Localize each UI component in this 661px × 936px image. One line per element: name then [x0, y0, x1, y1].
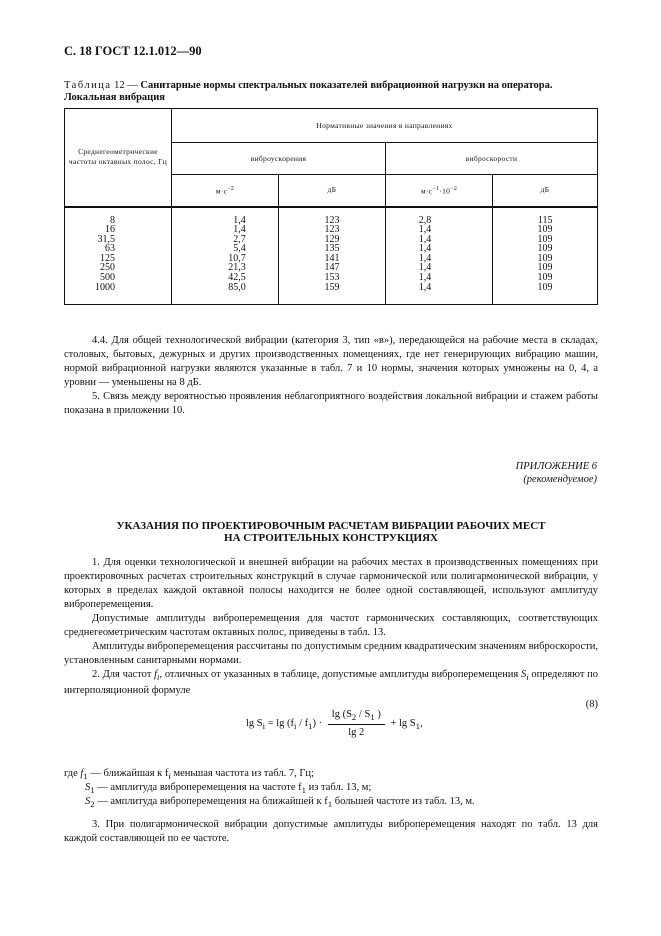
table-cell: 153 [324, 272, 340, 284]
table-cell: 123 [324, 214, 340, 226]
table-cell: 109 [537, 281, 553, 293]
accel-header: виброускорения [172, 143, 386, 175]
paragraph-a1c: Амплитуды виброперемещения рассчитаны по допустимым средним квадратическим значениям виброскорости, установленным санитарными нормами. [64, 641, 598, 666]
table-cell: 109 [537, 233, 553, 245]
unit-vel-db: дБ [493, 175, 598, 207]
table-cell: 250 [100, 262, 115, 274]
table-cell: 147 [324, 262, 340, 274]
table-cell: 125 [100, 252, 115, 264]
table-cell: 2,7 [233, 233, 246, 245]
table-cell: 159 [324, 281, 340, 293]
table-cell: 109 [537, 262, 553, 274]
table-title-line1: Санитарные нормы спектральных показателей вибрационной нагрузки на оператора. [140, 80, 553, 91]
table-title-line2: Локальная вибрация [64, 92, 165, 103]
table-cell: 109 [537, 252, 553, 264]
table-cell: 1,4 [418, 252, 432, 264]
paragraph-a2: 2. Для частот $f_i$, отличных от указанных в таблице, допустимые амплитуды виброперемещения $S_i$ определяют по интерполяционной формуле [64, 669, 599, 697]
table-cell: 8 [110, 214, 115, 226]
unit-accel: $м\cdot с^{-2}$ [172, 175, 279, 207]
page-header: С. 18 ГОСТ 12.1.012—90 [64, 44, 202, 58]
accel-col [172, 207, 279, 305]
table-number: 12 — [114, 80, 138, 91]
table-cell: 10,7 [228, 252, 246, 264]
formula-number: (8) [585, 699, 598, 710]
paragraph-a3: 3. При полигармонической вибрации допустимые амплитуды виброперемещения находят по табл. 13 для каждой составляющей по ее частоте. [64, 819, 598, 844]
paragraph-4-4: 4.4. Для общей технологической вибрации (категория 3, тип «в»), передающейся на рабочие места в складах, столовых, бытовых, дежурных и других производственных помещениях, где нет генерирующих вибрацию машин, нормой вибрационной нагрузки являются указанные в табл. 7 и 10 нормы, значения которых умножены на 0, 4, а уровни — уменьшены на 8 дБ. [64, 335, 598, 388]
table-cell: 109 [537, 224, 553, 236]
accel-db-col [279, 207, 386, 305]
table-cell: 109 [537, 272, 553, 284]
table-cell: 1,4 [418, 262, 432, 274]
table-cell: 5,4 [233, 243, 246, 255]
unit-vel: $м\cdot с^{-1}\cdot 10^{-2}$ [386, 175, 493, 207]
table-label: Таблица [64, 80, 112, 91]
vel-header: виброскорости [386, 143, 598, 175]
appendix-subtitle: (рекомендуемое) [523, 474, 597, 485]
table-cell: 1000 [95, 281, 115, 293]
interpolation-formula: $\lg S_i = \lg (f_i / f_1)$ · $\frac{\lg (S_2 / S_1 )}{\lg 2}$ + $\lg S_1$, (8) [246, 699, 598, 739]
freq-header: Среднегеометрические частоты октавных полос, Гц [65, 109, 172, 207]
table-cell: 1,4 [418, 272, 432, 284]
unit-accel-db: дБ [279, 175, 386, 207]
paragraph-5: 5. Связь между вероятностью проявления неблагоприятного воздействия локальной вибрации и стажем работы показана в приложении 10. [64, 391, 598, 416]
table-caption [64, 80, 552, 104]
table-cell: 141 [324, 252, 340, 264]
table-cell: 500 [100, 272, 115, 284]
table-cell: 85,0 [228, 281, 246, 293]
norm-header: Нормативные значения в направлениях [172, 109, 598, 143]
vel-col [386, 207, 493, 305]
vibration-norms-table [64, 108, 598, 305]
appendix-heading [516, 460, 597, 486]
paragraph-a1b: Допустимые амплитуды виброперемещения для частот гармонических составляющих, соответствующих среднегеометрическим частотам октавных полос, приведены в табл. 13. [64, 613, 598, 638]
table-cell: 31,5 [97, 233, 115, 245]
paragraph-a1: 1. Для оценки технологической и внешней вибрации на рабочих местах в производственных помещениях при проектировочных расчетах строительных конструкций в случае гармонической или полигармонической вибрации, у которых в пределах каждой октавной полосы находится не более одной составляющей, используют амплитуду виброперемещения. [64, 557, 598, 610]
table-cell: 21,3 [228, 262, 246, 274]
table-cell: 1,4 [418, 224, 432, 236]
table-cell: 1,4 [418, 233, 432, 245]
table-cell: 135 [324, 243, 340, 255]
table-cell: 2,8 [418, 214, 432, 226]
section-title: УКАЗАНИЯ ПО ПРОЕКТИРОВОЧНЫМ РАСЧЕТАМ ВИБРАЦИИ РАБОЧИХ МЕСТ НА СТРОИТЕЛЬНЫХ КОНСТРУКЦИЯХ [116, 520, 546, 544]
freq-col [65, 207, 172, 305]
table-cell: 123 [324, 224, 340, 236]
table-cell: 1,4 [233, 224, 246, 236]
table-cell: 63 [105, 243, 115, 255]
table-cell: 115 [537, 214, 553, 226]
table-cell: 129 [324, 233, 340, 245]
table-cell: 42,5 [228, 272, 246, 284]
table-cell: 1,4 [233, 214, 246, 226]
table-cell: 16 [105, 224, 115, 236]
table-cell: 1,4 [418, 281, 432, 293]
table-cell: 109 [537, 243, 553, 255]
table-cell: 1,4 [418, 243, 432, 255]
appendix-title: ПРИЛОЖЕНИЕ 6 [515, 461, 597, 472]
formula-definitions: где $f_1$ — ближайшая к $f_i$ меньшая частота из табл. 7, Гц; $S_1$ — амплитуда виброперемещения на частоте $f_1$ из табл. 13, м; $S_2$ — амплитуда виброперемещения на ближайшей к $f_1$ большей частоте из табл. 13, м. [64, 768, 475, 810]
vel-db-col [493, 207, 598, 305]
